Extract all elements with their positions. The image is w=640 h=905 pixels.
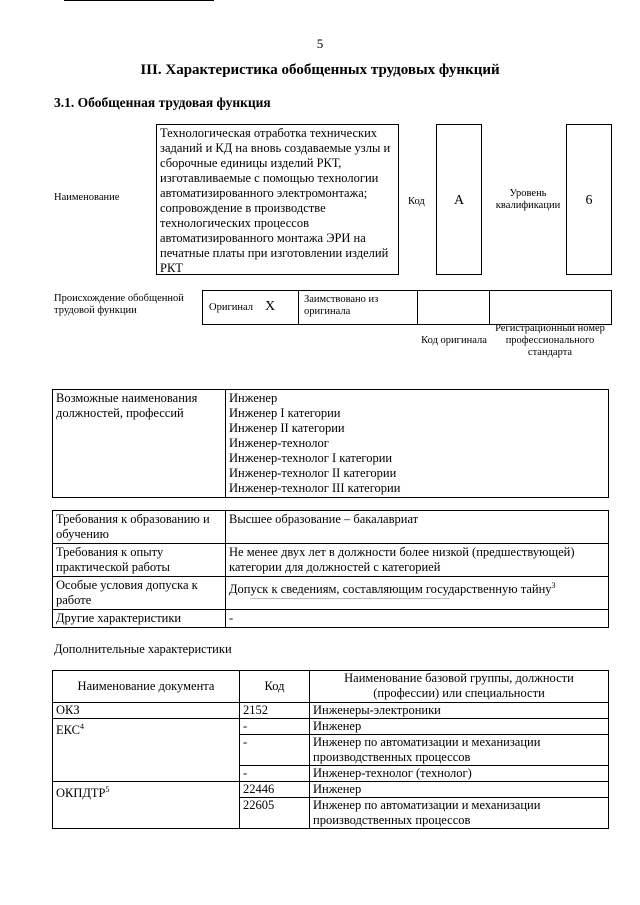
doc-cell: ОКЗ (53, 703, 240, 719)
requirement-row (53, 610, 609, 628)
requirement-value: Не менее двух лет в должности более низкой (предшествующей) категории для должностей с категорией (226, 544, 609, 577)
name-cell: Инженеры-электроники (310, 703, 609, 719)
additional-heading: Дополнительные характеристики (54, 642, 232, 656)
section-title: III. Характеристика обобщенных трудовых функций (140, 62, 500, 78)
footnote-mark: 5 (105, 785, 110, 794)
requirement-value: Высшее образование – бакалавриат (226, 511, 609, 544)
code-cell: - (240, 719, 310, 735)
requirement-label: Другие характеристики (53, 610, 226, 628)
position-item: Инженер-технолог I категории (229, 451, 393, 465)
reg-number-caption: Регистрационный номер профессионального стандарта (495, 323, 605, 358)
table-row (53, 782, 609, 798)
col-doc-header: Наименование документа (53, 671, 240, 703)
top-scan-line (64, 0, 214, 1)
requirement-value: - (226, 610, 609, 628)
doc-label: ЕКС (56, 723, 80, 738)
footnote-mark: 3 (551, 581, 556, 590)
positions-list (226, 390, 609, 498)
scan-artifact (250, 598, 450, 599)
doc-cell (53, 782, 240, 829)
additional-table (52, 670, 609, 829)
requirement-row (53, 544, 609, 577)
code-cell: 2152 (240, 703, 310, 719)
requirement-value (226, 577, 609, 610)
code-value: А (453, 193, 465, 208)
level-label: Уровень квалификации (495, 188, 561, 211)
table-row (53, 719, 609, 735)
position-item: Инженер-технолог (229, 436, 329, 450)
level-value: 6 (585, 193, 593, 208)
requirement-text: Допуск к сведениям, составляющим государственную тайну (229, 582, 552, 597)
origin-row (202, 290, 612, 325)
name-cell: Инженер по автоматизации и механизации производственных процессов (310, 798, 609, 829)
original-label: Оригинал (209, 302, 253, 313)
function-name-box: Технологическая отработка технических заданий и КД на вновь создаваемые узлы и сборочные единицы изделий РКТ, изготавливаемые с помощью технологии автоматизированного электромонтажа; сопровождение в производстве технологических процессов автоматизированного монтажа ЭРИ на печатные платы при изготовлении изделий РКТ (156, 124, 399, 275)
code-cell: - (240, 766, 310, 782)
positions-label: Возможные наименования должностей, профессий (53, 390, 226, 498)
code-original-caption: Код оригинала (421, 335, 487, 346)
name-cell: Инженер по автоматизации и механизации производственных процессов (310, 735, 609, 766)
requirement-row (53, 511, 609, 544)
code-box (436, 124, 482, 275)
table-header-row (53, 671, 609, 703)
positions-table (52, 389, 609, 498)
code-cell: - (240, 735, 310, 766)
requirements-table (52, 510, 609, 628)
position-item: Инженер-технолог II категории (229, 466, 397, 480)
table-row (53, 703, 609, 719)
col-name-header: Наименование базовой группы, должности (профессии) или специальности (310, 671, 609, 703)
doc-label: ОКПДТР (56, 786, 106, 801)
name-label: Наименование (54, 192, 120, 203)
position-item: Инженер-технолог III категории (229, 481, 401, 495)
page-number: 5 (316, 36, 324, 51)
requirement-label: Особые условия допуска к работе (53, 577, 226, 610)
code-cell: 22605 (240, 798, 310, 829)
position-item: Инженер II категории (229, 421, 345, 435)
origin-label: Происхождение обобщенной трудовой функции (54, 293, 184, 316)
code-label: Код (408, 196, 425, 207)
borrowed-label: Заимствовано из оригинала (304, 294, 379, 317)
name-cell: Инженер (310, 719, 609, 735)
level-box (566, 124, 612, 275)
name-cell: Инженер (310, 782, 609, 798)
name-cell: Инженер-технолог (технолог) (310, 766, 609, 782)
footnote-mark: 4 (80, 722, 84, 731)
requirement-label: Требования к опыту практической работы (53, 544, 226, 577)
code-cell: 22446 (240, 782, 310, 798)
doc-cell (53, 719, 240, 782)
original-mark: X (265, 299, 276, 314)
col-code-header: Код (240, 671, 310, 703)
position-item: Инженер I категории (229, 406, 341, 420)
requirement-label: Требования к образованию и обучению (53, 511, 226, 544)
position-item: Инженер (229, 391, 278, 405)
requirement-row (53, 577, 609, 610)
subsection-title: 3.1. Обобщенная трудовая функция (54, 95, 271, 110)
